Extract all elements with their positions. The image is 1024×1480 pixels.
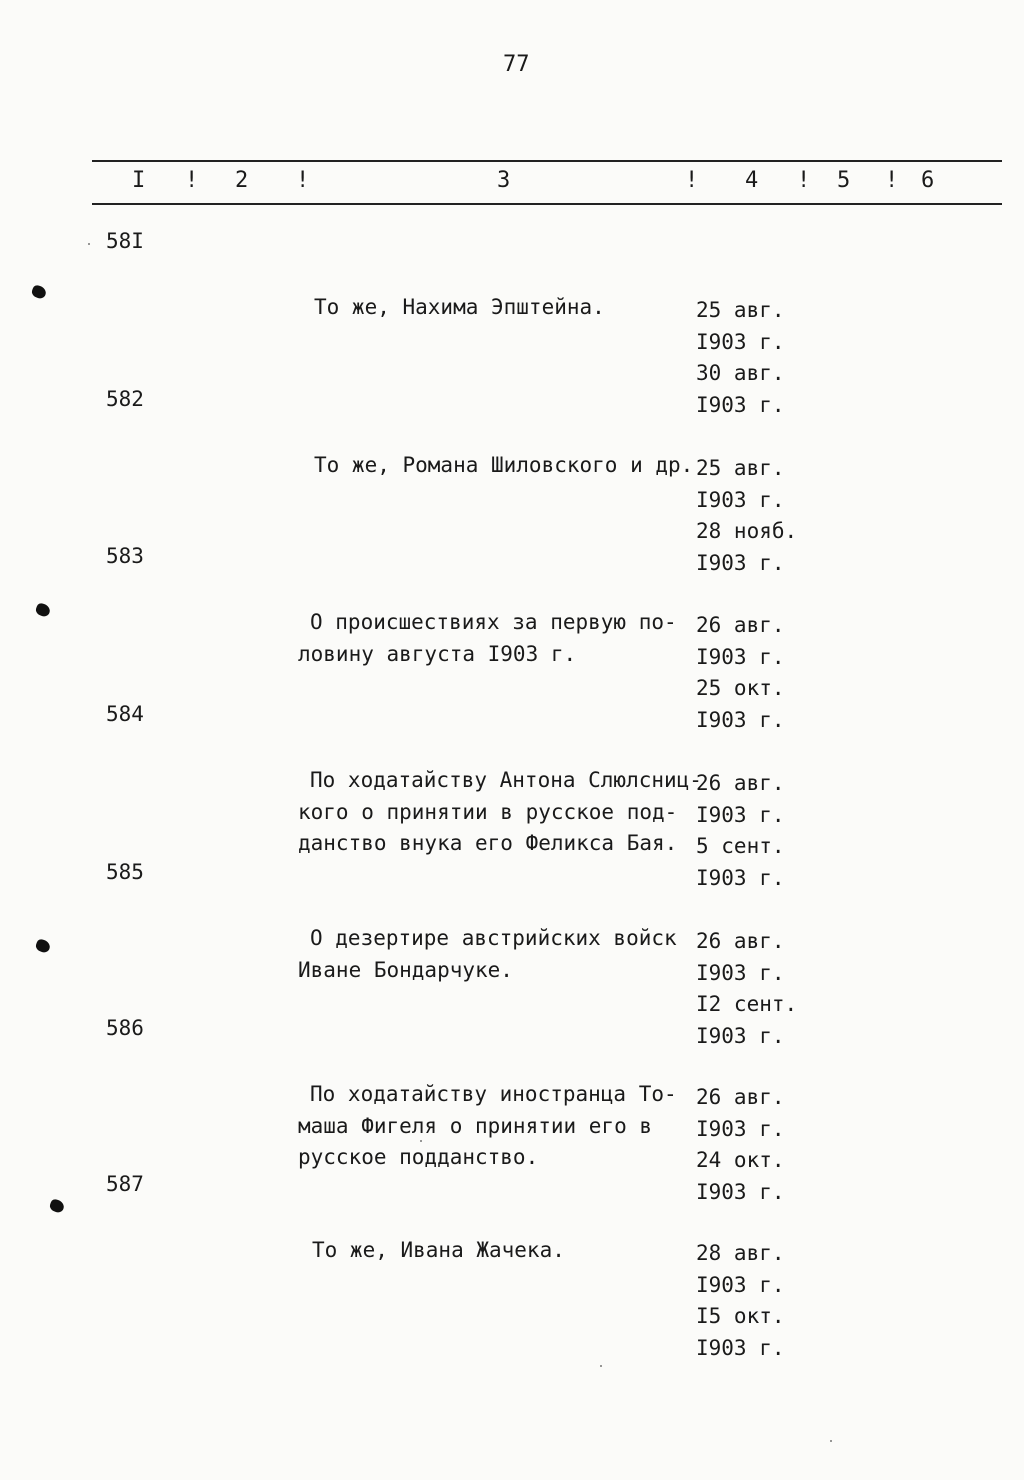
entry-description: О происшествиях за первую по- ловину августа I903 г. bbox=[298, 610, 677, 666]
entry-dates: 25 авг. I903 г. 30 авг. I903 г. bbox=[696, 298, 785, 417]
header-separator: ! bbox=[685, 168, 699, 193]
entry-number: 585 bbox=[106, 860, 144, 884]
entry-number: 587 bbox=[106, 1172, 144, 1196]
header-col-2: 2 bbox=[235, 168, 249, 193]
header-col-3: 3 bbox=[497, 168, 511, 193]
entry-number: 586 bbox=[106, 1016, 144, 1040]
entry-dates: 28 авг. I903 г. I5 окт. I903 г. bbox=[696, 1241, 785, 1360]
entry-description: По ходатайству иностранца То- маша Фигеля о принятии его в русское подданство. bbox=[298, 1082, 677, 1169]
table-header-rule bbox=[92, 203, 1002, 205]
entry-dates: 25 авг. I903 г. 28 нояб. I903 г. bbox=[696, 456, 798, 575]
entry-description: То же, Романа Шиловского и др. bbox=[314, 453, 694, 477]
entry-dates: 26 авг. I903 г. 25 окт. I903 г. bbox=[696, 613, 785, 732]
header-separator: ! bbox=[296, 168, 310, 193]
entry-description: То же, Ивана Жачека. bbox=[312, 1238, 565, 1262]
entry-dates: 26 авг. I903 г. 24 окт. I903 г. bbox=[696, 1085, 785, 1204]
header-separator: ! bbox=[797, 168, 811, 193]
page-number: 77 bbox=[503, 52, 530, 77]
paper-speck bbox=[88, 243, 90, 245]
entry-number: 584 bbox=[106, 702, 144, 726]
paper-speck bbox=[420, 1140, 422, 1142]
header-separator: ! bbox=[885, 168, 899, 193]
entry-number: 58I bbox=[106, 229, 144, 253]
entry-description: По ходатайству Антона Слюлсниц- кого о принятии в русское под- данство внука его Феликса Бая. bbox=[298, 768, 702, 855]
entry-dates: 26 авг. I903 г. I2 сент. I903 г. bbox=[696, 929, 798, 1048]
entry-description: То же, Нахима Эпштейна. bbox=[314, 295, 605, 319]
paper-speck bbox=[600, 1365, 602, 1367]
table-top-rule bbox=[92, 160, 1002, 162]
table-row bbox=[0, 1172, 1024, 1360]
header-separator: ! bbox=[185, 168, 199, 193]
header-col-5: 5 bbox=[837, 168, 851, 193]
paper-speck bbox=[830, 1440, 832, 1442]
entry-number: 583 bbox=[106, 544, 144, 568]
entry-description: О дезертире австрийских войск Иване Бондарчуке. bbox=[298, 926, 677, 982]
header-col-6: 6 bbox=[921, 168, 935, 193]
entry-dates: 26 авг. I903 г. 5 сент. I903 г. bbox=[696, 771, 785, 890]
header-col-4: 4 bbox=[745, 168, 759, 193]
header-col-1: I bbox=[132, 168, 146, 193]
entry-number: 582 bbox=[106, 387, 144, 411]
